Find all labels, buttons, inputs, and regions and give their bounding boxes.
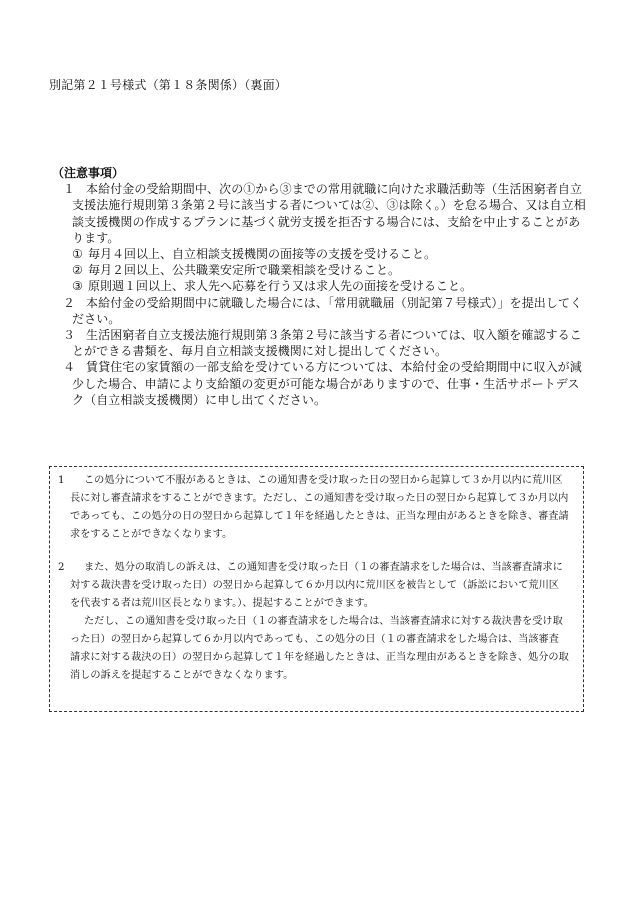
notice-paragraph-2 xyxy=(58,559,569,685)
note-item-2 xyxy=(50,295,590,327)
note-subitem-text: 原則週１回以上、求人先へ応募を行う又は求人先の面接を受けること。 xyxy=(88,279,473,294)
note-item-number: １ xyxy=(63,182,76,197)
note-subitem-3 xyxy=(50,278,590,294)
notice-paragraph-1 xyxy=(58,472,569,544)
note-subitem-number: ① xyxy=(72,247,83,262)
notice-paragraph-text: また、処分の取消しの訴えは、この通知書を受け取った日（１の審査請求をした場合は、当該審査請求に対する裁決書を受け取った日）の翌日から起算して６か月以内に荒川区を被告として（訴訟において荒川区を代表する者は荒川区長となります。）、提起することができます。 xyxy=(70,562,563,609)
note-subitem-number: ② xyxy=(72,263,83,278)
notice-paragraph-number: 2 xyxy=(58,562,65,573)
note-item-number: ２ xyxy=(63,295,76,310)
note-item-text: 賃貸住宅の家賃額の一部支給を受けている方については、本給付金の受給期間中に収入が減少した場合、申請により支給額の変更が可能な場合がありますので、仕事・生活サポートデスク（自立相談支援機関）に申し出てください。 xyxy=(72,360,582,407)
note-item-number: ４ xyxy=(63,360,76,375)
note-item-3 xyxy=(50,327,590,359)
notes-heading: （注意事項） xyxy=(52,166,125,180)
notice-paragraph-proviso: ただし、この通知書を受け取った日（１の審査請求をした場合は、当該審査請求に対する裁決書を受け取った日）の翌日から起算して６か月以内であっても、この処分の日（１の審査請求をした場合は、当該審査請求に対する裁決の日）の翌日から起算して１年を経過したときは、正当な理由があるときを除き、処分の取消しの訴えを提起することができなくなります。 xyxy=(70,616,569,681)
note-subitem-text: 毎月４回以上、自立相談支援機関の面接等の支援を受けること。 xyxy=(88,247,437,262)
note-subitem-2 xyxy=(50,262,590,278)
note-subitem-number: ③ xyxy=(72,279,83,294)
note-item-text: 本給付金の受給期間中に就職した場合には、「常用就職届（別記第７号様式）」を提出してください。 xyxy=(72,295,583,326)
form-title: 別記第２１号様式（第１８条関係）（裏面） xyxy=(49,78,288,92)
notice-paragraph-text: この処分について不服があるときは、この通知書を受け取った日の翌日から起算して３か月以内に荒川区長に対し審査請求をすることができます。ただし、この通知書を受け取った日の翌日から起算して３か月以内であっても、この処分の日の翌日から起算して１年を経過したときは、正当な理由があるときを除き、審査請求をすることができなくなります。 xyxy=(70,475,569,540)
note-item-4 xyxy=(50,359,590,408)
note-subitem-text: 毎月２回以上、公共職業安定所で職業相談を受けること。 xyxy=(88,263,401,278)
note-item-text: 生活困窮者自立支援法施行規則第３条第２号に該当する者については、収入額を確認することができる書類を、毎月自立相談支援機関に対し提出してください。 xyxy=(72,328,582,359)
note-item-1 xyxy=(50,181,590,246)
appeal-notice-box xyxy=(49,466,584,712)
notes-section xyxy=(50,165,590,408)
notice-paragraph-number: 1 xyxy=(58,475,65,486)
note-item-number: ３ xyxy=(63,328,76,343)
note-subitem-1 xyxy=(50,246,590,262)
paragraph-spacer xyxy=(58,544,569,559)
note-item-text: 本給付金の受給期間中、次の①から③までの常用就職に向けた求職活動等（生活困窮者自立支援法施行規則第３条第２号に該当する者については②、③は除く。）を怠る場合、又は自立相談支援機関の作成するプランに基づく就労支援を拒否する場合には、支給を中止することがあります。 xyxy=(72,182,586,245)
